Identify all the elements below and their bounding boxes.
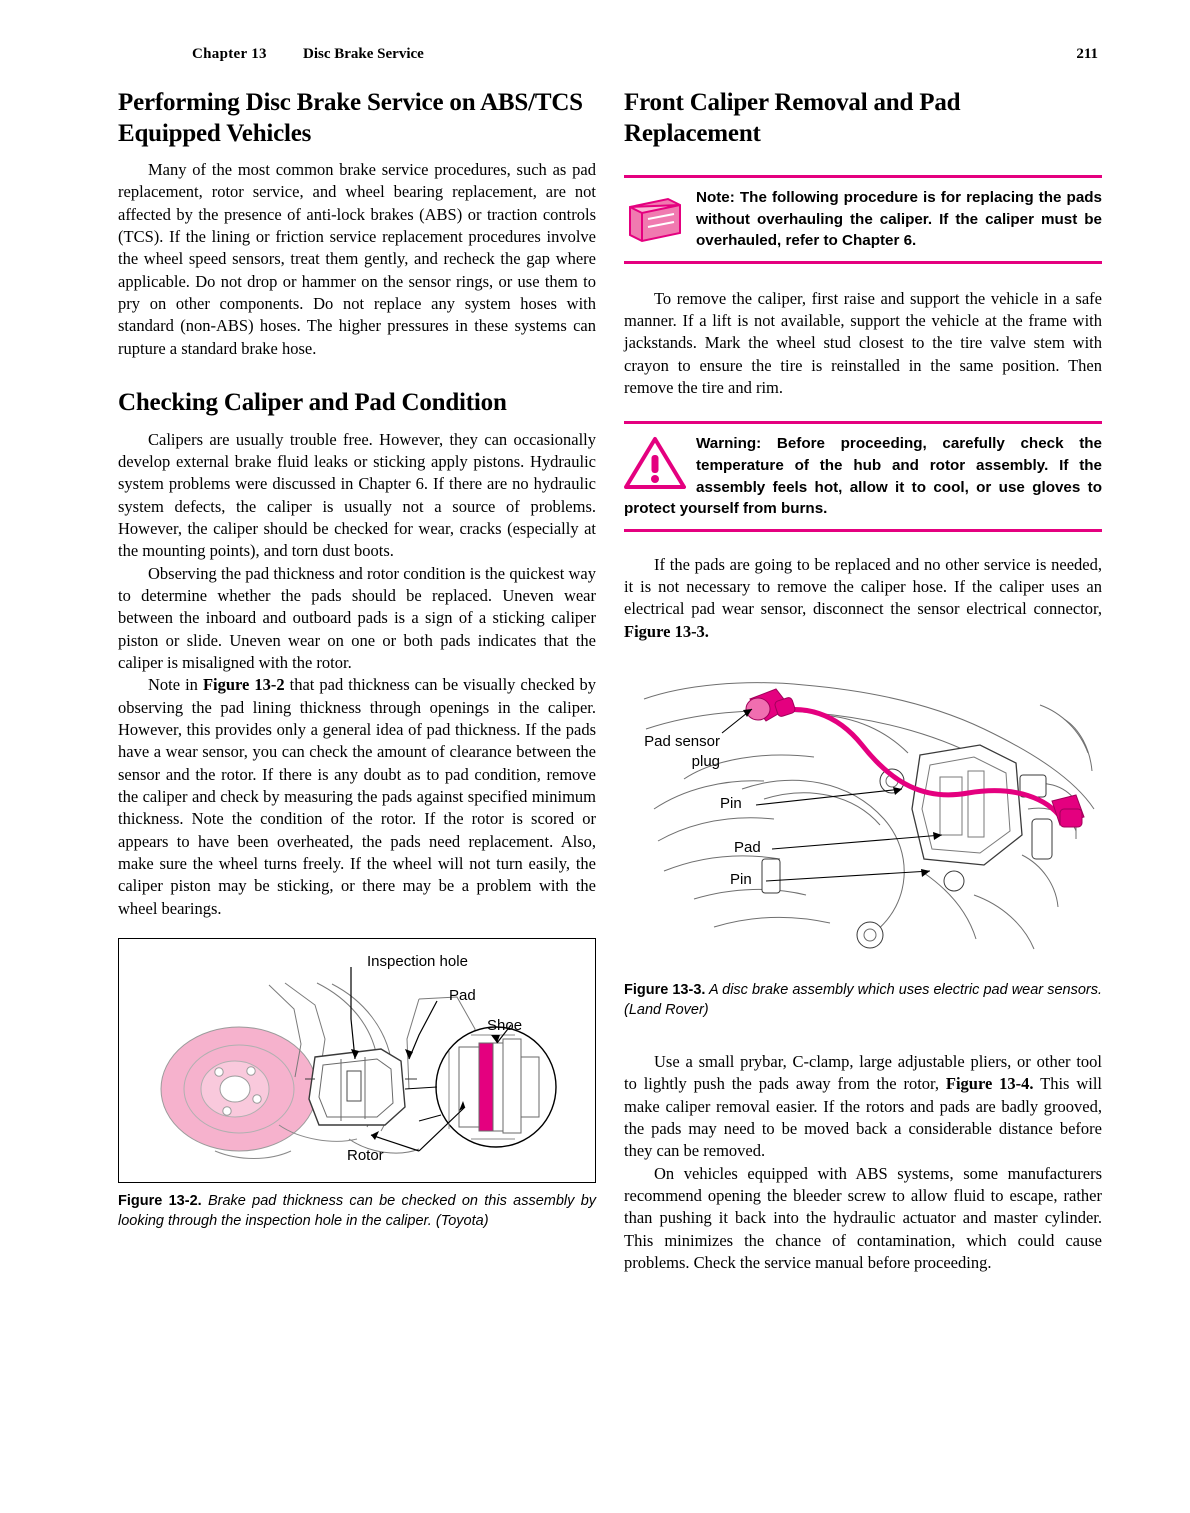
note-text: Note: The following procedure is for replacing the pads without overhauling the caliper. If the caliper must be overhauled, refer to Chapter 6. bbox=[696, 189, 1102, 250]
figure-13-3-caption bbox=[624, 981, 1102, 1021]
figure-13-2-caption-label: Figure 13-2. bbox=[118, 1193, 202, 1210]
warning-box bbox=[624, 421, 1102, 531]
running-head-section: Disc Brake Service bbox=[303, 46, 424, 62]
paragraph-note-figure-13-2 bbox=[118, 674, 596, 920]
label-pad: Pad bbox=[734, 839, 761, 857]
right-column bbox=[624, 88, 1102, 1274]
figure-reference-13-3: Figure 13-3. bbox=[624, 621, 709, 641]
label-shoe: Shoe bbox=[487, 1017, 523, 1035]
figure-13-3-drawing bbox=[624, 659, 1102, 969]
figure-13-2-caption-text: Brake pad thickness can be checked on this assembly by looking through the inspection hole in the caliper. (Toyota) bbox=[118, 1193, 597, 1230]
text-pads-replaced: If the pads are going to be replaced and no other service is needed, it is not necessary to remove the caliper hose. If the caliper uses an electrical pad wear sensor, disconnect the sensor electrical connector, bbox=[624, 554, 1102, 619]
paragraph-calipers-trouble-free: Calipers are usually trouble free. However, they can occasionally develop external brake fluid leaks or sticking apply pistons. Hydraulic system problems were discussed in Chapter 6. If there are no hydraulic system defects, the caliper is usually not a source of problems. However, the caliper should be checked for wear, cracks (especially at the mounting points), and torn dust boots. bbox=[118, 429, 596, 561]
figure-13-2-image bbox=[118, 938, 596, 1183]
text-prybar-part1: Use a small prybar, C-clamp, large adjustable pliers, or other tool to lightly push the pads away from the rotor, bbox=[624, 1051, 1102, 1094]
label-rotor: Rotor bbox=[347, 1147, 384, 1165]
warning-triangle-icon bbox=[624, 435, 686, 491]
figure-13-2-drawing bbox=[119, 939, 595, 1182]
text-after-figure-ref: that pad thickness can be visually checked by observing the pad lining thickness through openings in the caliper. However, this provides only a general idea of pad thickness. If the pads have a wear sensor, you can check the amount of clearance between the sensor and the rotor. If there is any doubt as to pad condition, remove the caliper and check by measuring the pads against specified minimum thickness. Note the condition of the rotor. If the rotor is scored or appears to have been overheated, the pads need replacement. Also, make sure the wheel turns freely. If the wheel will not turn easily, the caliper piston may be sticking, or there may be a problem with the wheel bearings. bbox=[118, 675, 596, 918]
label-pin-top: Pin bbox=[720, 795, 742, 813]
paragraph-prybar bbox=[624, 1051, 1102, 1163]
paragraph-abs-tcs: Many of the most common brake service procedures, such as pad replacement, rotor service, and wheel bearing replacement, are not affected by the presence of anti-lock brakes (ABS) or traction controls (TCS). If the lining or friction service replacement procedures involve the wheel speed sensors, treat them gently, and recheck the gap where applicable. Do not drop or hammer on the sensor rings, or use them to pry on other components. Do not replace any system hoses with standard (non-ABS) hoses. The higher pressures in these systems can rupture a standard brake hose. bbox=[118, 160, 596, 358]
text-note-in: Note in bbox=[148, 675, 203, 695]
paragraph-pads-replaced bbox=[624, 554, 1102, 643]
running-head bbox=[118, 46, 1098, 66]
label-pad: Pad bbox=[449, 987, 476, 1005]
page-number: 211 bbox=[1076, 46, 1098, 62]
heading-front-caliper-removal: Front Caliper Removal and Pad Replacement bbox=[624, 89, 961, 147]
figure-13-3-caption-text: A disc brake assembly which uses electric pad wear sensors. (Land Rover) bbox=[624, 982, 1102, 1018]
note-book-icon bbox=[624, 189, 686, 245]
text-prybar-part2: This will make caliper removal easier. If the rotors and pads are badly grooved, the pads may need to be moved back a considerable distance before they can be removed. bbox=[624, 1074, 1102, 1161]
note-box bbox=[624, 175, 1102, 264]
figure-reference-13-2: Figure 13-2 bbox=[202, 675, 285, 695]
label-pad-sensor-plug-line2: plug bbox=[691, 753, 720, 771]
label-pin-bottom: Pin bbox=[730, 871, 752, 889]
paragraph-remove-caliper: To remove the caliper, first raise and support the vehicle in a safe manner. If a lift is not available, support the vehicle at the frame with jackstands. Mark the wheel stud closest to the tire valve stem with crayon to ensure the tire is reinstalled in the same position. Then remove the tire and rim. bbox=[624, 288, 1102, 398]
running-head-chapter: Chapter 13 bbox=[192, 46, 267, 62]
heading-performing-disc-brake-service: Performing Disc Brake Service on ABS/TCS Equipped Vehicles bbox=[118, 89, 583, 147]
heading-checking-caliper-pad-condition: Checking Caliper and Pad Condition bbox=[118, 389, 507, 417]
paragraph-abs-bleeder: On vehicles equipped with ABS systems, some manufacturers recommend opening the bleeder screw to allow fluid to escape, rather than pushing it back into the hydraulic actuator and master cylinder. This minimizes the chance of contamination, which could cause problems. Check the service manual before proceeding. bbox=[624, 1163, 1102, 1272]
left-column bbox=[118, 88, 596, 1232]
paragraph-observing-pad-thickness: Observing the pad thickness and rotor condition is the quickest way to determine whether the pads should be replaced. Uneven wear between the inboard and outboard pads is a sign of a sticking caliper piston or slide. Uneven wear on one or both pads indicates that the caliper is misaligned with the rotor. bbox=[118, 563, 596, 673]
warning-text: Warning: Before proceeding, carefully check the temperature of the hub and rotor assembly. If the assembly feels hot, allow it to cool, or use gloves to protect yourself from burns. bbox=[624, 435, 1102, 518]
figure-13-3-image bbox=[624, 659, 1102, 969]
figure-reference-13-4: Figure 13-4. bbox=[945, 1074, 1034, 1094]
label-pad-sensor-plug-line1: Pad sensor bbox=[644, 733, 720, 751]
figure-13-3-caption-label: Figure 13-3. bbox=[624, 982, 706, 999]
label-inspection-hole: Inspection hole bbox=[367, 953, 468, 971]
figure-13-2-caption bbox=[118, 1192, 596, 1232]
